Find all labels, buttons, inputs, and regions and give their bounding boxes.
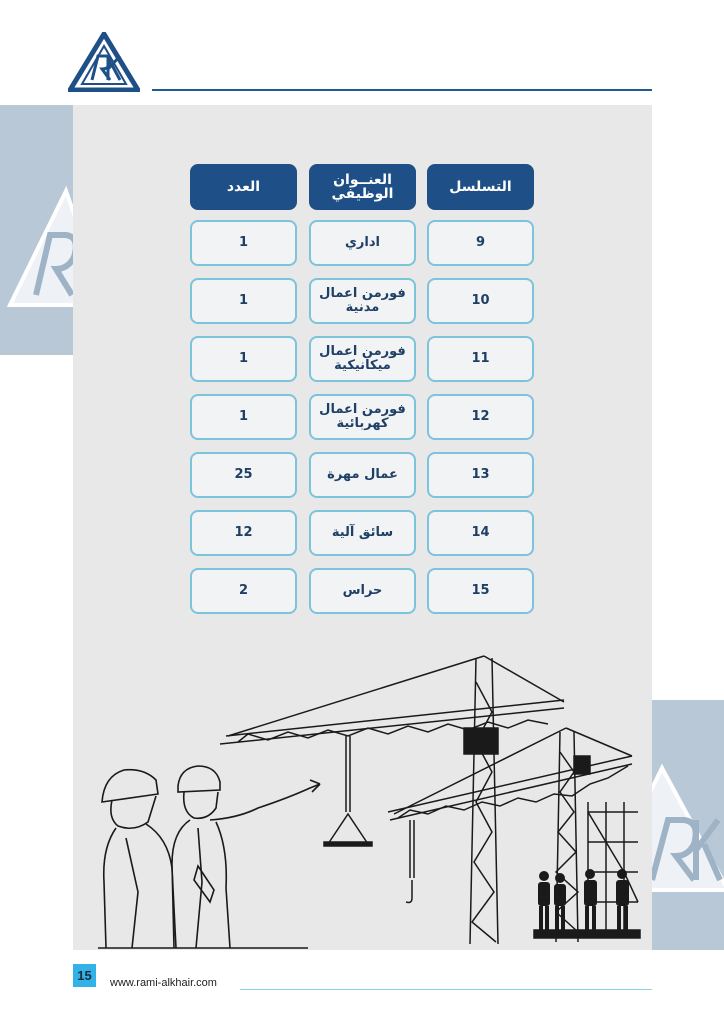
header-count: العدد: [190, 164, 297, 210]
right-decor-band: [652, 700, 724, 950]
cell-count: 1: [190, 278, 297, 324]
cell-serial: 14: [427, 510, 534, 556]
cell-job-title: عمال مهرة: [309, 452, 416, 498]
page-number: 15: [73, 964, 96, 987]
company-logo: [68, 32, 140, 92]
cell-count: 12: [190, 510, 297, 556]
cell-serial: 15: [427, 568, 534, 614]
cell-job-title: فورمن اعمال كهربائية: [309, 394, 416, 440]
cell-job-title: فورمن اعمال ميكانيكية: [309, 336, 416, 382]
logo-watermark: [652, 760, 724, 900]
cell-serial: 9: [427, 220, 534, 266]
header-rule: [152, 89, 652, 91]
construction-illustration: [98, 652, 644, 950]
cell-count: 1: [190, 220, 297, 266]
cell-job-title: فورمن اعمال مدنية: [309, 278, 416, 324]
website-link[interactable]: www.rami-alkhair.com: [110, 977, 217, 989]
left-decor-band: [0, 105, 76, 355]
cell-count: 1: [190, 394, 297, 440]
cell-count: 1: [190, 336, 297, 382]
header-serial: التسلسل: [427, 164, 534, 210]
cell-serial: 11: [427, 336, 534, 382]
header-job-title: العنــوان الوظيفي: [309, 164, 416, 210]
logo-watermark: [6, 185, 76, 315]
cell-serial: 12: [427, 394, 534, 440]
cell-job-title: اداري: [309, 220, 416, 266]
cell-serial: 13: [427, 452, 534, 498]
cell-job-title: حراس: [309, 568, 416, 614]
cell-count: 25: [190, 452, 297, 498]
cell-count: 2: [190, 568, 297, 614]
footer-rule: [240, 989, 652, 990]
cell-job-title: سائق آلية: [309, 510, 416, 556]
cell-serial: 10: [427, 278, 534, 324]
